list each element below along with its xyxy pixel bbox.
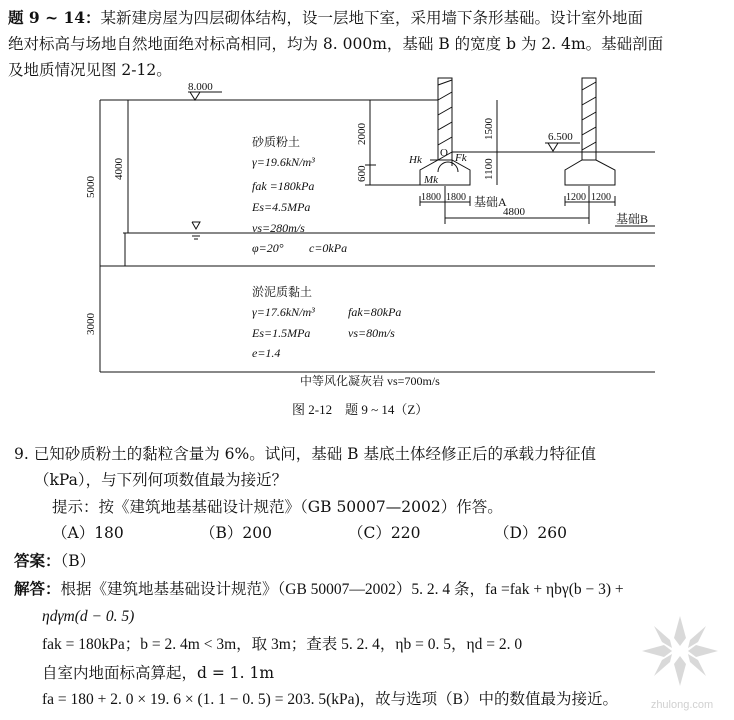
dim-1800b-label: 1800 <box>446 192 466 203</box>
dim-1200a-label: 1200 <box>566 192 586 203</box>
label-fk: Fk <box>455 152 467 164</box>
problem-intro-1: 某新建房屋为四层砌体结构，设一层地下室，采用墙下条形基础。设计室外地面 <box>100 9 644 27</box>
elev-right-label: 6.500 <box>548 131 573 143</box>
layer2-e: e=1.4 <box>252 346 281 360</box>
bedrock-label: 中等风化凝灰岩 vs=700m/s <box>300 374 440 388</box>
layer2-name: 淤泥质黏土 <box>252 285 313 299</box>
label-foundation-b: 基础B <box>616 212 649 226</box>
foundation-b <box>565 160 615 185</box>
problem-label: 题 9 ~ 14： <box>8 8 101 27</box>
option-c: （C）220 <box>348 524 421 542</box>
dim-1200b-label: 1200 <box>591 192 611 203</box>
zhulong-watermark-logo <box>632 608 728 714</box>
label-mk: Mk <box>424 174 439 186</box>
layer2-es: Es=1.5MPa <box>252 326 311 340</box>
option-b: （B）200 <box>200 524 272 542</box>
dim-600-label: 600 <box>356 165 368 182</box>
dim-1800a-label: 1800 <box>421 192 441 203</box>
solution-line-1 <box>14 575 624 604</box>
layer1-fak: fak =180kPa <box>252 179 315 193</box>
layer2-gamma: γ=17.6kN/m³ <box>252 305 315 319</box>
solution-line-4: 自室内地面标高算起，d = 1. 1m <box>42 664 275 682</box>
answer-label: 答案： <box>14 551 61 570</box>
question-line-2: （kPa），与下列何项数值最为接近？ <box>34 471 288 489</box>
solution-line-3: fak = 180kPa；b = 2. 4m < 3m，取 3m；查表 5. 2. 4，ηb = 0. 5，ηd = 2. 0 <box>42 636 523 653</box>
layer1-phi: φ=20° <box>252 241 284 255</box>
layer1-vs: vs=280m/s <box>252 221 305 235</box>
layer1-name: 砂质粉土 <box>252 135 301 149</box>
label-hk: Hk <box>409 154 422 166</box>
elev-top-label: 8.000 <box>188 81 213 93</box>
dim-1500-label: 1500 <box>483 118 495 140</box>
layer1-es: Es=4.5MPa <box>252 200 311 214</box>
option-d: （D）260 <box>494 524 568 542</box>
answer-line <box>14 547 95 575</box>
label-foundation-a: 基础A <box>474 195 507 209</box>
layer1-c: c=0kPa <box>309 241 348 255</box>
water-symbol <box>192 222 200 229</box>
dim-1100-label: 1100 <box>483 158 495 180</box>
answer-value: （B） <box>60 552 96 570</box>
problem-intro-2: 绝对标高与场地自然地面绝对标高相同，均为 8. 000m，基础 B 的宽度 b 为 2. 4m。基础剖面 <box>8 35 664 53</box>
dim-2000-label: 2000 <box>356 123 368 145</box>
label-o: O <box>440 147 448 159</box>
wall-b <box>582 78 596 170</box>
problem-intro-3: 及地质情况见图 2-12。 <box>8 61 172 79</box>
watermark-text: zhulong.com <box>650 699 714 711</box>
solution-text-1: 根据《建筑地基基础设计规范》（GB 50007—2002）5. 2. 4 条，fa =fak + ηbγ(b − 3) + <box>60 581 624 598</box>
layer2-fak: fak=80kPa <box>348 305 402 319</box>
elev-right-triangle <box>548 143 558 151</box>
solution-line-2: ηdγm(d − 0. 5) <box>42 608 135 625</box>
option-a: （A）180 <box>52 524 124 542</box>
solution-label: 解答： <box>14 579 61 598</box>
dim-5000-label: 5000 <box>85 176 97 198</box>
question-line-1: 9. 已知砂质粉土的黏粒含量为 6%。试问，基础 B 基底土体经修正后的承载力特征值 <box>14 445 596 463</box>
solution-line-5: fa = 180 + 2. 0 × 19. 6 × (1. 1 − 0. 5) = 203. 5(kPa)，故与选项（B）中的数值最为接近。 <box>42 691 618 708</box>
dim-4800-label: 4800 <box>503 206 525 218</box>
elev-top-triangle <box>190 92 200 100</box>
layer2-vs: vs=80m/s <box>348 326 395 340</box>
figure-caption: 图 2-12 题 9 ~ 14（Z） <box>292 402 429 417</box>
question-hint: 提示：按《建筑地基基础设计规范》（GB 50007—2002）作答。 <box>52 498 503 516</box>
layer1-gamma: γ=19.6kN/m³ <box>252 155 315 169</box>
dim-4000-label: 4000 <box>113 158 125 180</box>
dim-3000-label: 3000 <box>85 313 97 335</box>
